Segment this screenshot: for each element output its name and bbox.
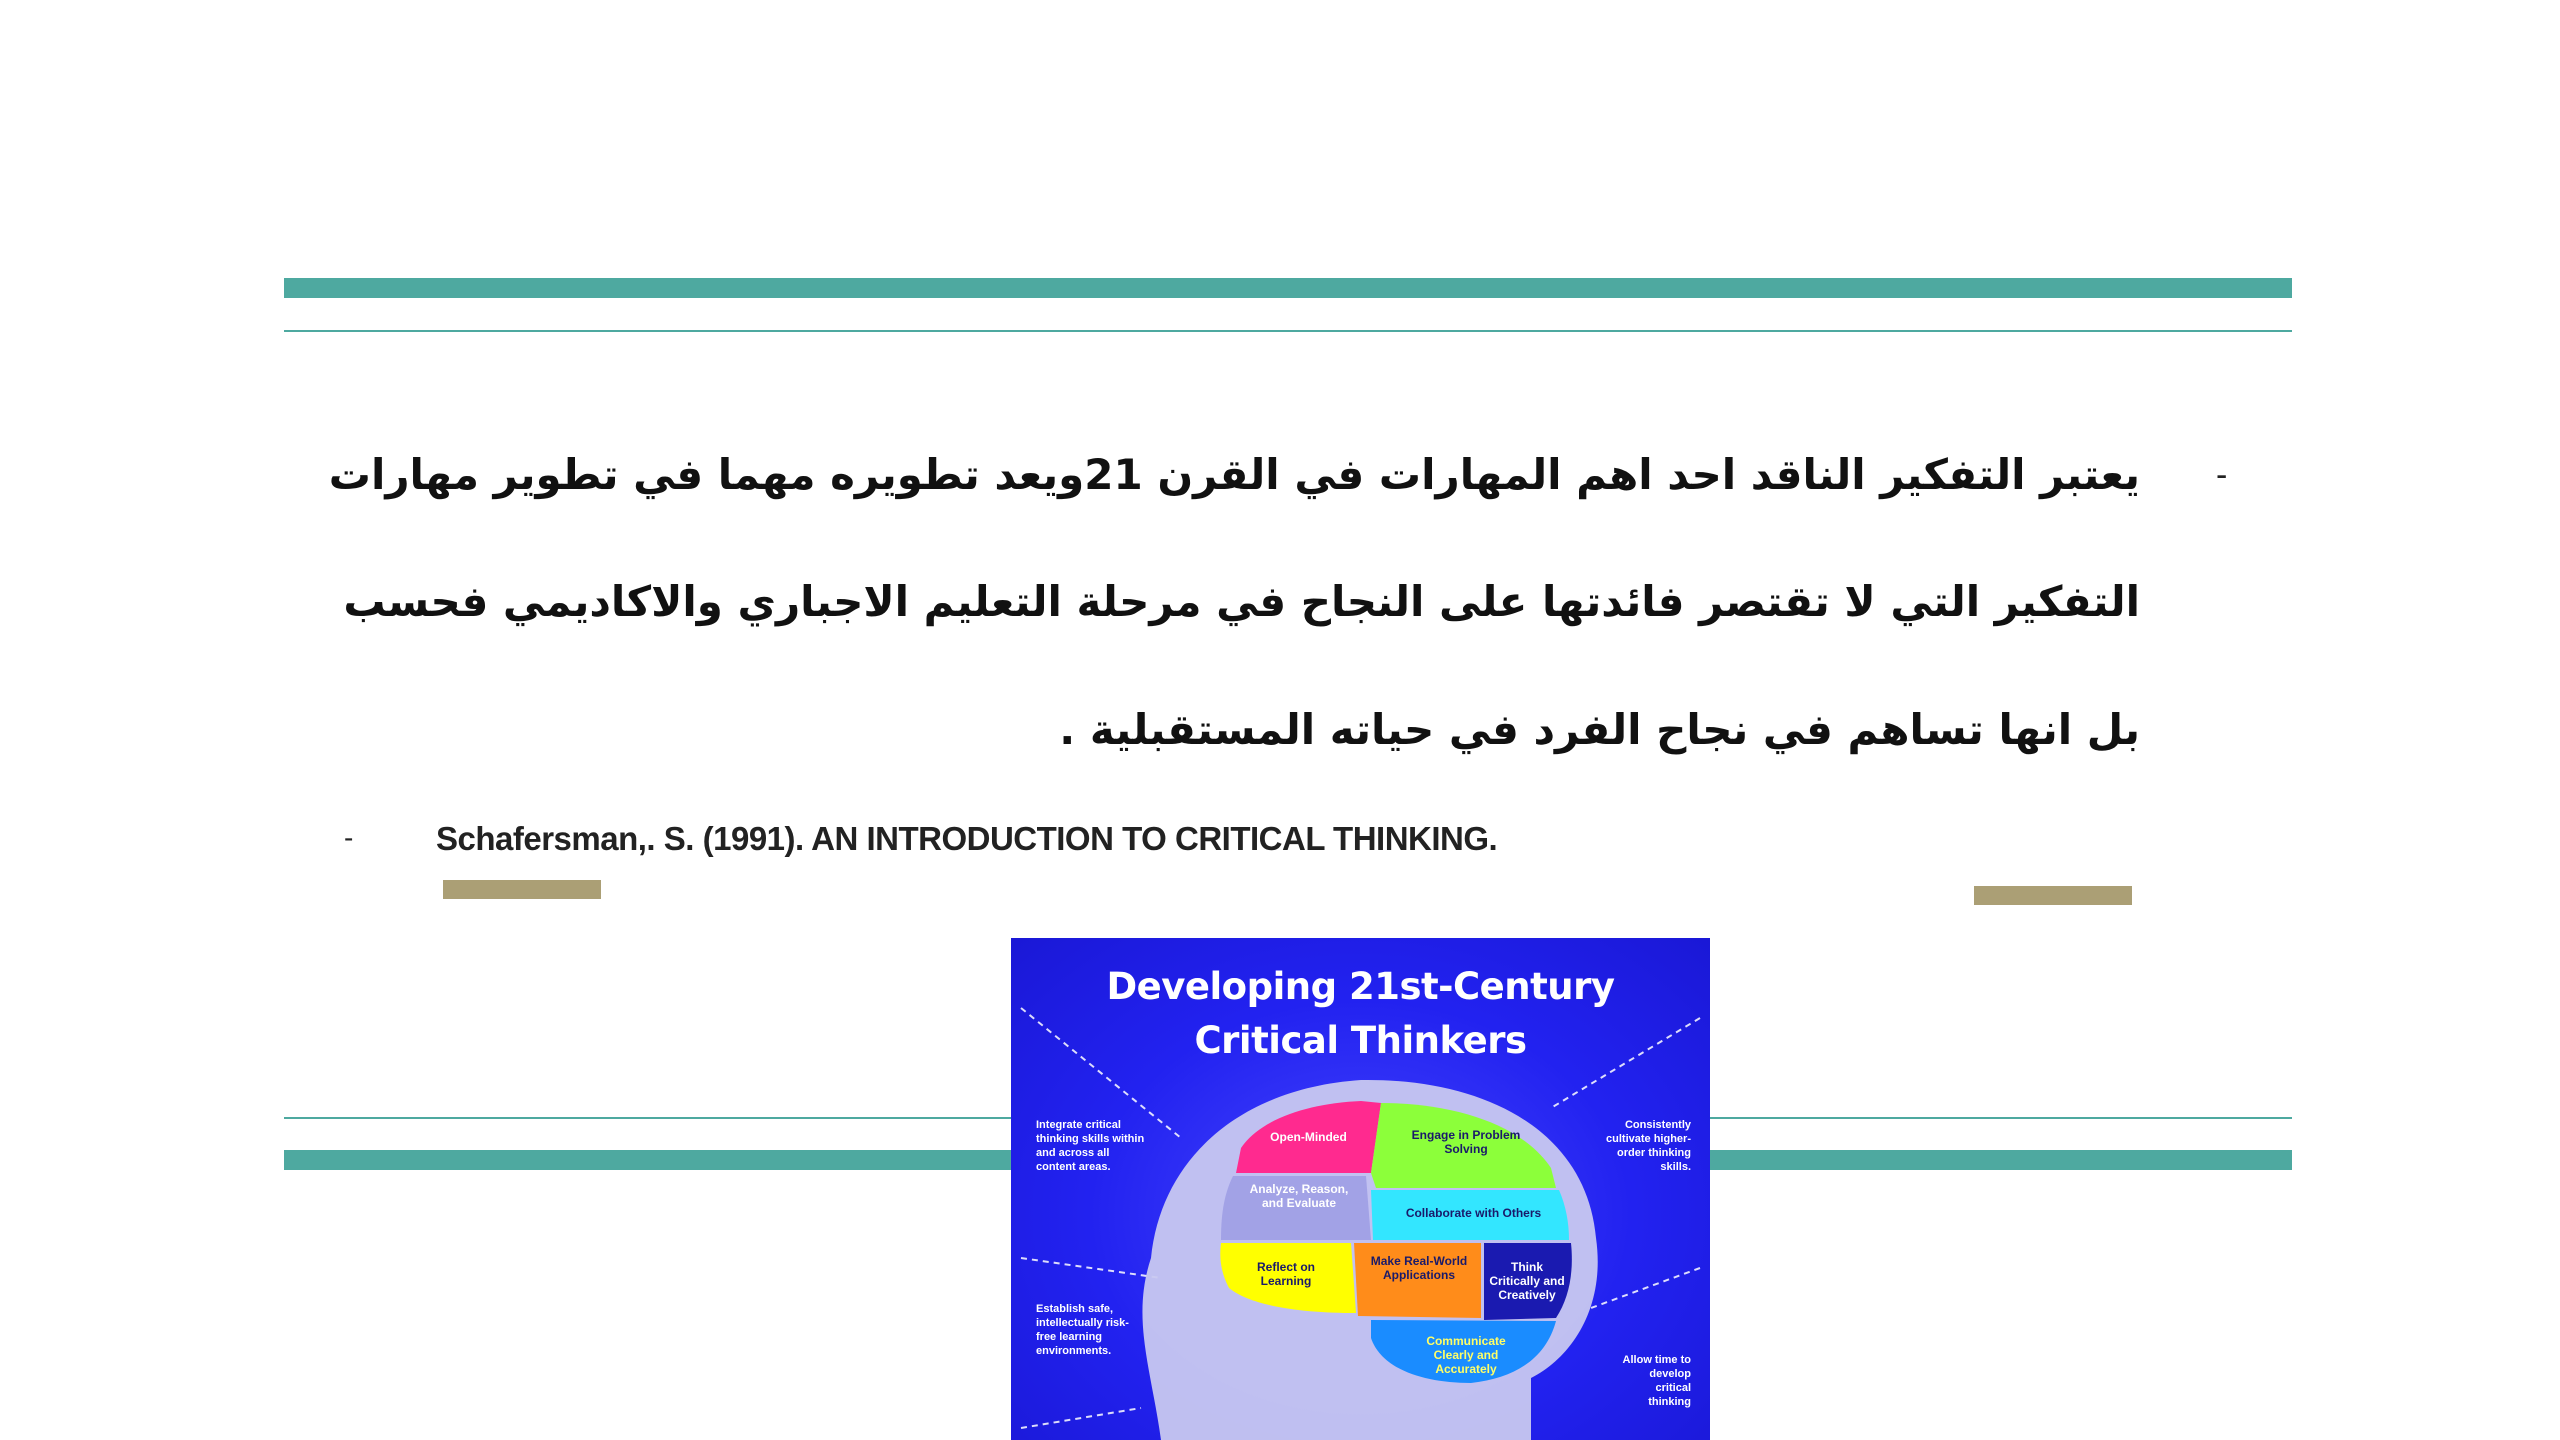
- accent-bar-right: [1974, 886, 2132, 905]
- critical-thinkers-poster-image: [1011, 938, 1710, 1440]
- reference-citation: Schafersman,. S. (1991). AN INTRODUCTION TO CRITICAL THINKING.: [436, 820, 1498, 857]
- arabic-text-line-3: بل انها تساهم في نجاح الفرد في حياته المستقبلية .: [1059, 705, 2140, 754]
- brain-label-communicate: Communicate Clearly and Accurately: [1426, 1334, 1506, 1376]
- arabic-text-line-2: التفكير التي لا تقتصر فائدتها على النجاح في مرحلة التعليم الاجباري والاكاديمي فحسب: [343, 577, 2140, 626]
- top-thick-rule: [284, 278, 2292, 298]
- brain-label-think-critically: Think Critically and Creatively: [1489, 1260, 1565, 1302]
- arabic-text-line-1: يعتبر التفكير الناقد احد اهم المهارات في القرن 21ويعد تطويره مهما في تطوير مهارات: [328, 450, 2140, 499]
- poster-title-line-1: Developing 21st-Century: [1106, 965, 1615, 1008]
- accent-bar-left: [443, 880, 601, 899]
- poster-note-left-1: Integrate critical thinking skills within and across all content areas.: [1036, 1119, 1145, 1173]
- brain-label-collaborate: Collaborate with Others: [1405, 1206, 1542, 1220]
- arabic-bullet: -: [2216, 456, 2228, 494]
- poster-note-left-2: Establish safe, intellectually risk-free learning environments.: [1036, 1303, 1129, 1357]
- poster-title: [1011, 960, 1710, 1068]
- brain-label-reflect: Reflect on Learning: [1256, 1260, 1315, 1288]
- poster-note-right-1: Consistently cultivate higher-order thinking skills.: [1606, 1119, 1691, 1173]
- brain-label-real-world: Make Real-World Applications: [1370, 1254, 1468, 1282]
- brain-label-analyze: Analyze, Reason, and Evaluate: [1249, 1182, 1349, 1210]
- poster-note-right-2: Allow time to develop critical thinking: [1622, 1354, 1691, 1408]
- reference-bullet: -: [344, 822, 354, 853]
- brain-label-problem-solving: Engage in Problem Solving: [1411, 1128, 1521, 1156]
- poster-title-line-2: Critical Thinkers: [1194, 1019, 1527, 1062]
- brain-label-open-minded: Open-Minded: [1270, 1130, 1347, 1144]
- top-thin-rule: [284, 330, 2292, 332]
